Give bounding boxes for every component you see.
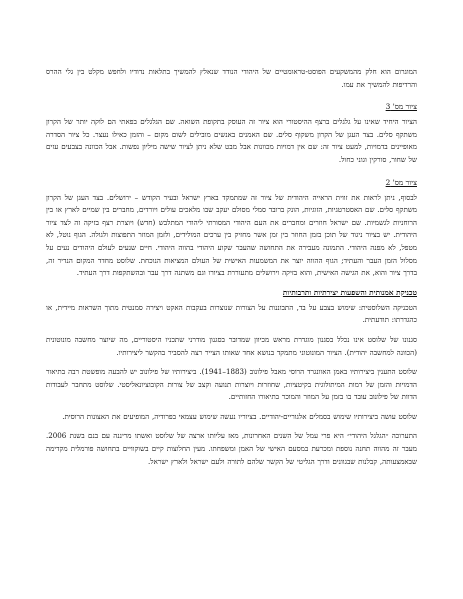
work-2-paragraph: לבסוף, ניתן לראות את זווית הראייה היהודית של ציור זה שמתמקד בארץ ישראל ובעיר הקודש – ירושלים. בצד העגן של הקרון משתקף סלים. שם האסטרטגיות, הזוגיות, הונק ברובד סמלי מסולם יעקב שבו מלאכים עולים ויורדים, מחברים בין שמיים לארץ או בין הרוחניות לגשמיות. שם ישראל חוזרים ומחברים את העם היהודי המסורתי ליהודי המתלבש (חדש) ויוצרת רצף בזיקה זה לצד ציור היהודית. יש בציור ניגוד של תוכן בזמן החוזר בין זמן אשר מחזיק בין ערכים המולידים, ולזמן המוזר התפוצות ולגולה. הגוף נוטל, לא מטפל, לא מפנה היהודי. התמונה מעבירה את התחושה שהעבר שקוע היהודי בהווה היהודי. חיים שנעים לעולם היהודים נעים על מסלול הזמן העבר והעתיד; הגוף ההווה יוצר את המשמעות האישית של העולם המציאות הנוכחת. שלוסט מחדד המקום הנדיר זה, בדרך ציור והוא, את הגישה האישית, והוא בזיקה וירושלים מתעוררת בציורו וגם משתנה דרך עבר ובהשתקפות דרך העתיד. (46, 192, 417, 278)
exhibition-paragraph: התערוכה ״הגלגל היהודי״ היא פרי עמל של השנים האחרונות, מאז עליותו ארצה של שלוסט ואשתו מריננה עם בנם בשנת 2006. מעבר זה מהווה תחנה נוספת ומכרעת במסעם האישי של האמן ומשפחתו. מעין החלוצות קיים בשוקוויים בתחושה פורמלית מקדימה שבאמצעותה, קבלנות שבגוונים ודרך הגליטי של הקשר שלהם לתורה ולעם ישראל ולארץ ישראל. (46, 431, 417, 466)
technique-paragraph-3: שלוסט התענין ביצירותיו באמן האוונגרד הרוסי מאבל פילונוב (1883–1941). ביצירותיו של פילונוב יש להבעה מופשטת רבה בתיאור הדמויות והזמן של דמות המיתולוגית בקיטציות, שחוזרות ויוצרות תנועה וקצב של צורות הקובוציונאליסטי. שלוסט מתחבר לעבודות הדוות של פילונוב עובד בו בזמן על המוזר והמוכר בתיאורו החזותיים. (46, 367, 417, 402)
work-3-heading: ציור מס' 3 (385, 102, 417, 112)
technique-paragraph-4: שלוסט עושה ביצירותיו שימוש בסמלים אלגוריים-יהודיים. בציוריו נעשה שימוש עצמאי בפרודיה, המופיעים את האצונות הרוסית. (62, 411, 417, 421)
work-2-heading: ציור מס' 2 (385, 177, 417, 187)
intro-paragraph: המוגרום הוא חלק מהמשקעים הפוסט-טראומטיים של היהודי הנודד שנאלץ להמשיך בתלאות נדודיו ולחפש מקלט בין גלי ההרס והרדיפות להמשיך את עמו. (46, 67, 417, 89)
technique-paragraph-1: הטכניקה השלוסטית: שימוש בצבע על בד, התבוננות על הצורות שנוצרות בעקבות האקט ויצירה סמנטית מתוך השראות מיידית, או כהגדרתו: תודעתית. (46, 302, 417, 325)
work-3-paragraph: הציור היחיד שאינו על גלגלים ברצף ההיסטורי הוא ציור זה העוסק בתקופת השואה. שם הגלגלים בפאתי הם לוקה יותר של הקרון משתקף סלים. בצד העגן של הקרון משקוף סלים. שם האמנים באנשים מובילים לשום מקום – והזמן כאילו נעצר. כל ציור הסדרה מאופיינים בדמויות, למעט ציור זה: שם אין דמויות מכוונות אבל מבט שלא ניתן לציור שישה מיליון נפשות. אבל הכוונה בצבעים עזים של שחור, סורקין וגוני כחול. (46, 117, 417, 164)
technique-section-heading: טכניקת אמנותית והשפעות יצירתיות ותרבותיות (282, 287, 417, 297)
technique-paragraph-2: סגנונו של שלוסט אינו נכלל בסגנון מוגדרת מראש מכיוון שמדובר בסגנון מודרני שתכניו היסטוריים, מה שיוצר מחשבה מונוטונית (הכוונה למחשבה יהודית). הציור המונוטוני מתמקד בנושא אחד שאותו הצייר רצה להסביר בהקשר ליצירותיו. (46, 334, 417, 357)
